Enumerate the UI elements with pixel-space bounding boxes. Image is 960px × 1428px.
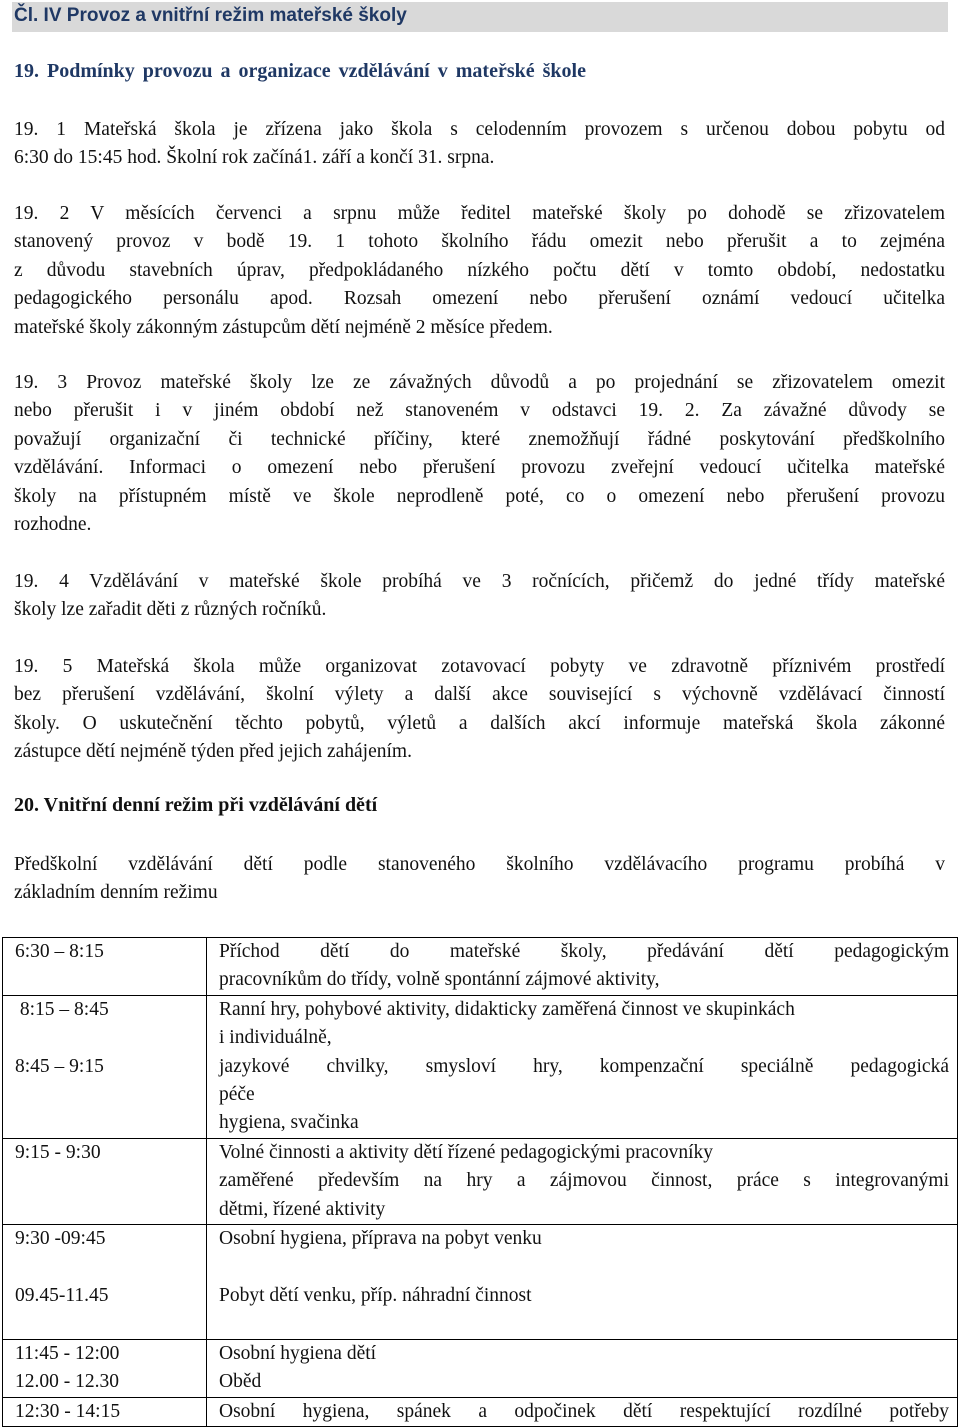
time-label: 12.00 - 12.30 — [15, 1371, 119, 1393]
text-line: mateřské školy zákonným zástupcům dětí nejméně 2 měsíce předem. — [14, 316, 553, 338]
time-cell — [3, 1397, 207, 1426]
table-row — [3, 1397, 958, 1426]
time-cell — [3, 1138, 207, 1224]
activity-line: Volné činnosti a aktivity dětí řízené pedagogickými pracovníky — [219, 1141, 714, 1163]
text-line: školy lze zařadit děti z různých ročníků. — [14, 599, 327, 621]
time-label: 8:45 – 9:15 — [15, 1055, 104, 1077]
text-line: Předškolní vzdělávání dětí podle stanoveného školního vzdělávacího programu probíhá v — [14, 854, 945, 875]
table-row — [3, 938, 958, 996]
time-cell — [3, 1225, 207, 1340]
table-row — [3, 1138, 958, 1224]
paragraph-19-1 — [14, 116, 945, 173]
section-20-heading: 20. Vnitřní denní režim při vzdělávání dětí — [14, 794, 378, 816]
time-cell — [3, 1339, 207, 1397]
text-line: 19. 5 Mateřská škola může organizovat zotavovací pobyty ve zdravotně příznivém prostředí — [14, 656, 945, 677]
time-cell — [3, 938, 207, 996]
text-line: 19. 1 Mateřská škola je zřízena jako škola s celodenním provozem s určenou dobou pobytu od — [14, 119, 945, 140]
text-line: základním denním režimu — [14, 882, 218, 904]
activity-line: Osobní hygiena dětí — [219, 1342, 377, 1364]
activity-cell — [207, 1138, 958, 1224]
activity-line: Oběd — [219, 1371, 262, 1393]
activity-cell — [207, 1225, 958, 1340]
text-line: považují organizační či technické příčiny, které znemožňují řádné poskytování předškolního — [14, 428, 945, 450]
article-header — [12, 2, 948, 32]
activity-line: Příchod dětí do mateřské školy, předávání dětí pedagogickým — [219, 941, 949, 962]
text-line: 19. 2 V měsících červenci a srpnu může ředitel mateřské školy po dohodě se zřizovatelem — [14, 203, 945, 224]
text-line: školy na přístupném místě ve škole neprodleně poté, co o omezení nebo přerušení provozu — [14, 485, 945, 507]
article-title: Čl. IV Provoz a vnitřní režim mateřské školy — [14, 5, 407, 26]
text-line: vzdělávání. Informaci o omezení nebo přerušení provozu zveřejní vedoucí učitelka mateřské — [14, 457, 945, 479]
text-line: 19. 3 Provoz mateřské školy lze ze závažných důvodů a po projednání se zřizovatelem omezit — [14, 372, 945, 393]
activity-line: Osobní hygiena, příprava na pobyt venku — [219, 1228, 542, 1250]
text-line: nebo přerušit i v jiném období než stanoveném v odstavci 19. 2. Za závažné důvody se — [14, 400, 945, 422]
time-label: 09.45-11.45 — [15, 1284, 109, 1306]
activity-line: hygiena, svačinka — [219, 1112, 359, 1134]
paragraph-19-4 — [14, 568, 945, 625]
activity-line: jazykové chvilky, smysloví hry, kompenzační speciálně pedagogická — [219, 1055, 949, 1077]
time-label: 9:30 -09:45 — [15, 1228, 106, 1250]
text-line: pedagogického personálu apod. Rozsah omezení nebo přerušení oznámí vedoucí učitelka — [14, 288, 945, 310]
time-label: 12:30 - 14:15 — [15, 1400, 121, 1422]
text-line: 19. 4 Vzdělávání v mateřské škole probíhá ve 3 ročnících, přičemž do jedné třídy mateřské — [14, 571, 945, 592]
time-label: 6:30 – 8:15 — [15, 941, 104, 962]
table-row — [3, 1339, 958, 1397]
paragraph-19-5 — [14, 653, 945, 767]
paragraph-intro — [14, 851, 945, 908]
paragraph-19-2 — [14, 200, 945, 342]
activity-cell — [207, 1397, 958, 1426]
text-line: stanovený provoz v bodě 19. 1 tohoto školního řádu omezit nebo přerušit a to zejména — [14, 231, 945, 253]
activity-line: Pobyt dětí venku, příp. náhradní činnost — [219, 1284, 532, 1306]
text-line: z důvodu stavebních úprav, předpokládaného nízkého počtu dětí v tomto období, nedostatku — [14, 259, 945, 281]
section-19-heading: 19. Podmínky provozu a organizace vzdělávání v mateřské škole — [14, 60, 586, 82]
table-row — [3, 995, 958, 1138]
activity-line: dětmi, řízené aktivity — [219, 1198, 386, 1220]
time-label: 8:15 – 8:45 — [15, 998, 109, 1020]
time-cell — [3, 995, 207, 1138]
activity-line: Osobní hygiena, spánek a odpočinek dětí respektující rozdílné potřeby — [219, 1400, 949, 1422]
text-line: rozhodne. — [14, 514, 92, 536]
text-line: školy. O uskutečnění těchto pobytů, výletů a dalších akcí informuje mateřská škola zákonné — [14, 712, 945, 734]
time-label: 9:15 - 9:30 — [15, 1141, 101, 1163]
activity-cell — [207, 1339, 958, 1397]
text-line: bez přerušení vzdělávání, školní výlety a další akce související s výchovně vzdělávací činností — [14, 684, 945, 706]
time-label: 11:45 - 12:00 — [15, 1342, 120, 1364]
paragraph-19-3 — [14, 369, 945, 539]
activity-line: péče — [219, 1084, 255, 1106]
activity-cell — [207, 938, 958, 996]
activity-line: Ranní hry, pohybové aktivity, didakticky zaměřená činnost ve skupinkách — [219, 998, 795, 1020]
activity-line: zaměřené především na hry a zájmovou činnost, práce s integrovanými — [219, 1170, 949, 1192]
table-row — [3, 1225, 958, 1340]
activity-cell — [207, 995, 958, 1138]
activity-line: i individuálně, — [219, 1027, 332, 1049]
activity-line: pracovníkům do třídy, volně spontánní zájmové aktivity, — [219, 969, 660, 991]
text-line: zástupce dětí nejméně týden před jejich zahájením. — [14, 741, 412, 763]
text-line: 6:30 do 15:45 hod. Školní rok začíná1. září a končí 31. srpna. — [14, 147, 495, 169]
daily-schedule-table — [2, 937, 958, 1427]
